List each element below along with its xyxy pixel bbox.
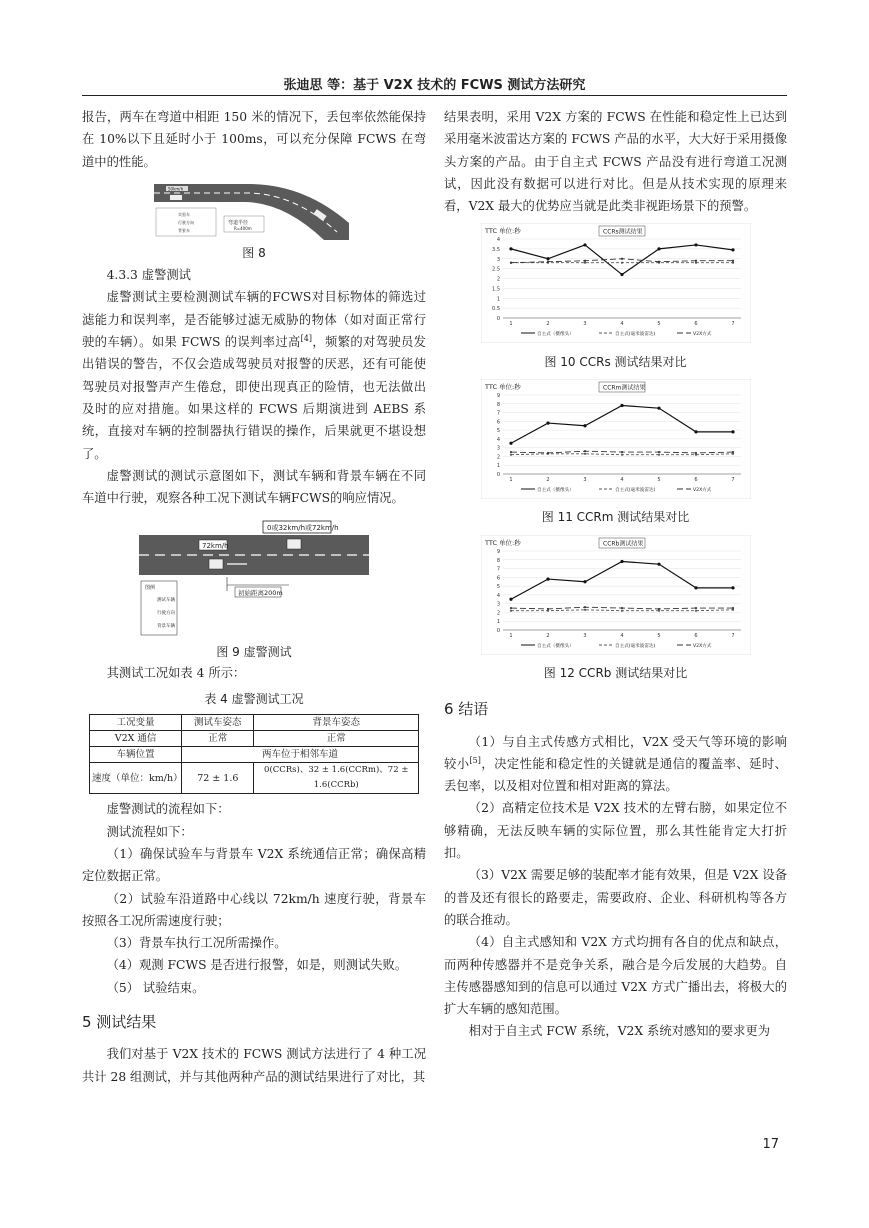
legend-label: V2X方式: [692, 643, 711, 649]
header-rule: [82, 95, 787, 96]
table-cell: 0(CCRs)、32 ± 1.6(CCRm)、72 ± 1.6(CCRb): [254, 763, 419, 794]
x-tick-label: 7: [730, 321, 735, 328]
fig8-legend-3: 背景车: [178, 227, 190, 233]
citation: [4]: [300, 333, 313, 343]
data-point: [509, 442, 512, 445]
table-header-row: [90, 715, 419, 731]
data-point: [657, 407, 660, 410]
data-point: [583, 424, 586, 427]
y-tick-label: 2: [496, 276, 500, 283]
legend-label: V2X方式: [692, 332, 711, 338]
data-point: [657, 562, 660, 565]
table-row: [90, 747, 419, 763]
figure-11-caption: 图 11 CCRm 测试结果对比: [541, 510, 690, 525]
x-tick-label: 7: [730, 477, 735, 484]
chart-ccrs: [481, 223, 751, 343]
subsection-heading: 4.3.3 虚警测试: [106, 268, 191, 283]
data-point: [657, 248, 660, 251]
fig9-legend-title: 图例: [145, 585, 156, 592]
fig8-sign: 弯道半径: [228, 219, 249, 226]
y-tick-label: 3.5: [491, 247, 500, 254]
table-row: [90, 731, 419, 747]
data-point: [620, 451, 622, 453]
y-tick-label: 3: [496, 601, 500, 608]
y-tick-label: 3: [496, 445, 500, 452]
page-number: 17: [762, 1137, 779, 1152]
data-point: [509, 451, 511, 453]
legend-label: 自主式（摄像头）: [536, 488, 574, 494]
data-point: [583, 244, 586, 247]
chart-container: [481, 223, 751, 373]
data-point: [583, 260, 585, 262]
list-item: （2）试验车沿道路中心线以 72km/h 速度行驶，背景车按照各工况所需速度行驶；: [82, 891, 426, 928]
paragraph: [444, 731, 787, 798]
data-point: [731, 260, 733, 262]
y-tick-label: 5: [496, 583, 500, 590]
x-tick-label: 3: [582, 632, 587, 639]
paragraph: 报告，两车在弯道中相距 150 米的情况下，丢包率依然能保持在 10%以下且延时小于 100ms，可以充分保障 FCWS 在弯道中的性能。: [82, 110, 426, 169]
x-tick-label: 6: [693, 477, 698, 484]
list-item: （3）背景车执行工况所需操作。: [106, 936, 287, 951]
chart-title: CCRs测试结果: [602, 228, 643, 236]
y-tick-label: 1: [496, 618, 500, 625]
data-point: [509, 607, 511, 609]
section-heading: 6 结语: [444, 700, 489, 719]
y-tick-label: 8: [496, 401, 500, 408]
y-tick-label: 7: [496, 566, 500, 573]
table-4-caption: 表 4 虚警测试工况: [204, 692, 304, 707]
fig8-legend-1: 实验车: [178, 211, 190, 217]
x-tick-label: 5: [656, 477, 661, 484]
y-tick-label: 4: [496, 237, 500, 244]
table-row: [90, 763, 419, 794]
fig9-legend-1: 测试车辆: [157, 598, 175, 604]
paragraph: 我们对基于 V2X 技术的 FCWS 测试方法进行了 4 种工况共计 28 组测试，并与其他两种产品的测试结果进行了对比，其: [82, 1047, 426, 1084]
legend-label: 自主式(毫米波雷达): [614, 332, 655, 338]
citation: [5]: [469, 755, 481, 765]
data-point: [620, 258, 622, 260]
table-cell: 背景车姿态: [254, 715, 419, 731]
y-tick-label: 4: [496, 436, 500, 443]
data-point: [583, 580, 586, 583]
data-point: [694, 430, 697, 433]
legend-label: V2X方式: [692, 488, 711, 494]
data-point: [620, 607, 622, 609]
x-tick-label: 5: [656, 321, 661, 328]
figure-12-caption: 图 12 CCRb 测试结果对比: [543, 665, 688, 680]
chart-frame: [481, 223, 751, 343]
y-tick-label: 2: [496, 610, 500, 617]
x-tick-label: 2: [545, 477, 550, 484]
fig9-distance-label: 初始距离200m: [238, 589, 283, 598]
data-point: [546, 258, 549, 261]
y-tick-label: 0: [496, 316, 500, 323]
chart-ccrb: [481, 535, 751, 655]
x-tick-label: 1: [508, 632, 513, 639]
x-tick-label: 4: [619, 477, 624, 484]
x-tick-label: 7: [730, 632, 735, 639]
x-tick-label: 2: [545, 321, 550, 328]
paragraph: 相对于自主式 FCW 系统，V2X 系统对感知的要求更为: [468, 1024, 771, 1039]
table-cell: 车辆位置: [90, 747, 182, 763]
y-tick-label: 9: [496, 393, 500, 400]
data-point: [546, 422, 549, 425]
table-cell: 正常: [182, 731, 254, 747]
fig8-sign-sub: R=400m: [234, 225, 252, 231]
fig9-top-label: 0或32km/h或72km/h: [267, 524, 339, 533]
text: ，决定性能和稳定性的关键就是通信的覆盖率、延时、丢包率，以及相对位置和相对距离的算法。: [444, 756, 787, 794]
data-point: [731, 586, 734, 589]
y-tick-label: 2: [496, 454, 500, 461]
data-point: [694, 262, 696, 264]
table-cell: 工况变量: [90, 715, 182, 731]
data-point: [731, 451, 733, 453]
data-point: [694, 260, 696, 262]
fig8-speed-tag: 50km/h: [168, 186, 184, 192]
table-cell: 72 ± 1.6: [182, 763, 254, 794]
data-point: [731, 430, 734, 433]
y-tick-label: 1.5: [491, 286, 500, 293]
data-point: [583, 453, 585, 455]
y-tick-label: 0.5: [491, 306, 500, 313]
data-point: [657, 454, 659, 456]
data-point: [694, 586, 697, 589]
list-item: （1）确保试验车与背景车 V2X 系统通信正常；确保高精定位数据正常。: [82, 846, 426, 884]
chart-ylabel: TTC 单位:秒: [484, 227, 521, 236]
paragraph: （2）高精定位技术是 V2X 技术的左臂右膀，如果定位不够精确，无法反映车辆的实际位置，那么其性能肯定大打折扣。: [444, 801, 787, 861]
figure-9-false-alarm-diagram: [139, 519, 369, 637]
data-point: [583, 606, 585, 608]
data-point: [657, 608, 659, 610]
data-point: [583, 608, 585, 610]
data-point: [509, 248, 512, 251]
data-point: [731, 249, 734, 252]
data-point: [694, 607, 696, 609]
y-tick-label: 6: [496, 575, 500, 582]
figure-10-caption: 图 10 CCRs 测试结果对比: [544, 354, 687, 369]
data-point: [509, 597, 512, 600]
x-tick-label: 4: [619, 321, 624, 328]
x-tick-label: 2: [545, 632, 550, 639]
paragraph: 虚警测试的测试示意图如下，测试车辆和背景车辆在不同车道中行驶，观察各种工况下测试车辆FCWS的响应情况。: [82, 468, 426, 506]
y-tick-label: 3: [496, 257, 500, 264]
chart-container: [481, 535, 751, 685]
data-point: [620, 609, 622, 611]
right-column: [444, 106, 787, 1043]
data-point: [546, 608, 548, 610]
list-item: （4）观测 FCWS 是否进行报警，如是，则测试失败。: [106, 958, 408, 973]
figure-8-caption: 图 8: [242, 245, 266, 260]
y-tick-label: 1: [496, 463, 500, 470]
data-point: [620, 454, 622, 456]
fig9-legend-3: 背景车辆: [157, 624, 175, 630]
y-tick-label: 4: [496, 592, 500, 599]
section-heading: 5 测试结果: [82, 1013, 157, 1032]
y-tick-label: 2.5: [491, 267, 500, 274]
running-header: 张迪思 等：基于 V2X 技术的 FCWS 测试方法研究: [283, 78, 586, 93]
data-point: [583, 450, 585, 452]
data-point: [583, 262, 585, 264]
x-tick-label: 6: [693, 321, 698, 328]
table-cell: 两车位于相邻车道: [182, 747, 419, 763]
legend-label: 自主式（摄像头）: [536, 643, 574, 649]
figure-8-curve-diagram: [154, 178, 354, 240]
text: （1）与自主式传感方式相比，V2X 受天气等环境的影响较小: [444, 734, 787, 771]
y-tick-label: 9: [496, 548, 500, 555]
table-cell: V2X 通信: [90, 731, 182, 747]
chart-title: CCRm测试结果: [602, 384, 645, 392]
y-tick-label: 6: [496, 419, 500, 426]
x-tick-label: 1: [508, 321, 513, 328]
data-point: [509, 262, 511, 264]
y-tick-label: 0: [496, 627, 500, 634]
data-point: [620, 560, 623, 563]
x-tick-label: 5: [656, 632, 661, 639]
chart-ylabel: TTC 单位:秒: [484, 383, 521, 392]
data-point: [546, 261, 548, 263]
data-point: [694, 452, 696, 454]
figure-9-caption: 图 9 虚警测试: [216, 645, 292, 660]
data-point: [620, 273, 623, 276]
paragraph: 测试流程如下：: [106, 824, 193, 839]
data-point: [546, 452, 548, 454]
data-point: [620, 404, 623, 407]
fig9-legend-2: 行驶方向: [157, 611, 175, 617]
data-point: [509, 454, 511, 456]
paragraph: 虚警测试的流程如下：: [106, 802, 230, 817]
y-tick-label: 1: [496, 296, 500, 303]
data-point: [694, 244, 697, 247]
data-point: [694, 609, 696, 611]
data-point: [509, 609, 511, 611]
left-column: [82, 106, 426, 1088]
data-point: [731, 262, 733, 264]
x-tick-label: 4: [619, 632, 624, 639]
y-tick-label: 7: [496, 410, 500, 417]
legend-label: 自主式(毫米波雷达): [614, 643, 655, 649]
legend-label: 自主式（摄像头）: [536, 332, 574, 338]
chart-title: CCRb测试结果: [602, 540, 643, 548]
table-cell: 测试车姿态: [182, 715, 254, 731]
table-cell: 速度（单位：km/h）: [90, 763, 182, 794]
text: 虚警测试主要检测测试车辆的FCWS对目标物体的筛选过滤能力和误判率，是否能够过滤无威胁的物体（如对面正常行驶的车辆）。如果 FCWS 的误判率过高: [82, 290, 426, 350]
paragraph: （4）自主式感知和 V2X 方式均拥有各自的优点和缺点，而两种传感器并不是竞争关系，融合是今后发展的大趋势。自主传感器感知到的信息可以通过 V2X 方式广播出去，将极大的扩大车辆的感知范围。: [444, 935, 787, 1017]
y-tick-label: 5: [496, 428, 500, 435]
data-point: [731, 607, 733, 609]
chart-container: [481, 379, 751, 529]
fig9-left-label: 72km/h: [202, 542, 229, 551]
x-tick-label: 1: [508, 477, 513, 484]
text: ，频繁的对驾驶员发出错误的警告，不仅会造成驾驶员对报警的厌恶，还有可能使驾驶员对报警声产生倦怠，即使出现真正的险情，也无法做出及时的应对措施。如果这样的 FCWS 后期演进到 AEBS 系统，直接对车辆的控制器执行错误的操作，后果就更不堪设想了。: [82, 335, 426, 461]
paragraph: （3）V2X 需要足够的装配率才能有效果，但是 V2X 设备的普及还有很长的路要走，需要政府、企业、科研机构等各方的联合推动。: [444, 868, 787, 927]
chart-ccrm: [481, 379, 751, 499]
list-item: （5） 试验结束。: [106, 980, 205, 995]
data-point: [657, 261, 659, 263]
paragraph: 结果表明，采用 V2X 方案的 FCWS 在性能和稳定性上已达到采用毫米波雷达方案的 FCWS 产品的水平，大大好于采用摄像头方案的产品。由于自主式 FCWS 产品没有进行弯道工况测试，因此没有数据可以进行对比。但是从技术实现的原理来看，V2X 最大的优势应当就是此类非视距场景下的预警。: [444, 110, 787, 214]
x-tick-label: 3: [582, 321, 587, 328]
x-tick-label: 6: [693, 632, 698, 639]
data-point: [620, 262, 622, 264]
table-4: [89, 714, 419, 794]
y-tick-label: 0: [496, 472, 500, 479]
chart-ylabel: TTC 单位:秒: [484, 538, 521, 547]
fig8-legend-2: 行驶方向: [178, 219, 194, 225]
y-tick-label: 8: [496, 557, 500, 564]
table-cell: 正常: [254, 731, 419, 747]
data-point: [657, 451, 659, 453]
legend-label: 自主式(毫米波雷达): [614, 488, 655, 494]
data-point: [546, 577, 549, 580]
paragraph: 其测试工况如表 4 所示：: [106, 665, 246, 680]
x-tick-label: 3: [582, 477, 587, 484]
paragraph: [82, 286, 426, 464]
